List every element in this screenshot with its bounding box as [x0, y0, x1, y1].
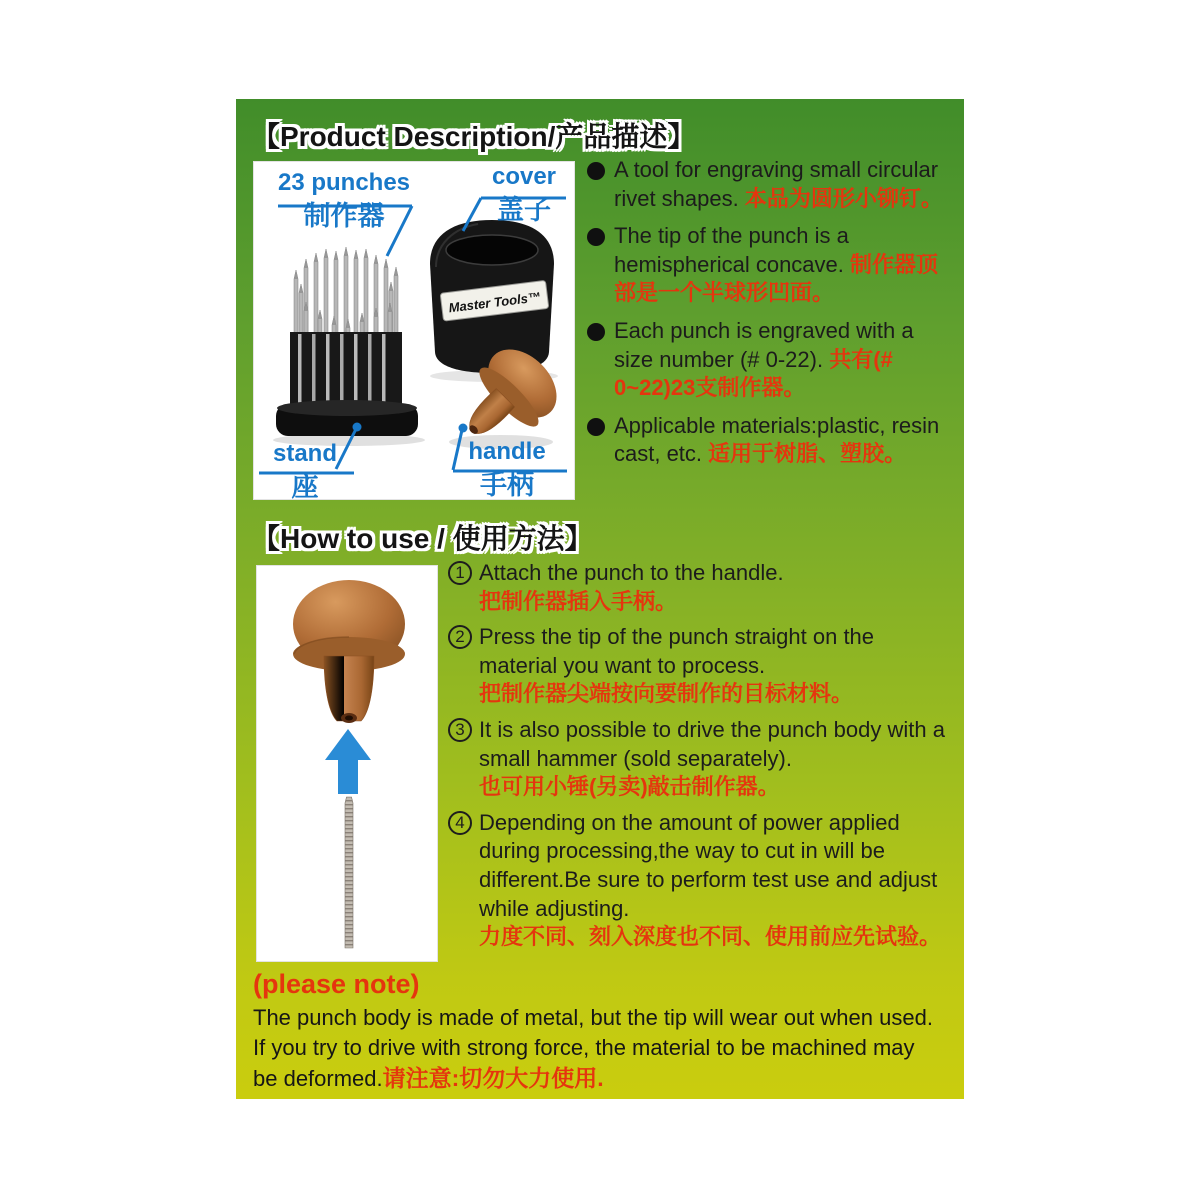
master-tools-logo: Master Tools™ [447, 289, 542, 316]
step-zh: 把制作器插入手柄。 [479, 588, 678, 614]
step-en: Depending on the amount of power applied during processing,the way to cut in will be different.Be sure to perform test use and adjust while adjusting. [479, 809, 938, 921]
step-number: 4 [448, 811, 472, 835]
label-punches-en: 23 punches [277, 169, 411, 196]
please-note-label: (please note) [253, 969, 420, 999]
step-item [448, 623, 954, 709]
footer-line-1: The punch body is made of metal, but the tip will wear out when used. [253, 1005, 933, 1030]
label-punches [262, 170, 426, 231]
bullet-icon [587, 162, 605, 180]
howto-photo-illustration [257, 566, 439, 963]
step-text [479, 623, 949, 709]
bullet-zh: 共有(# 0~22)23支制作器。 [614, 346, 893, 401]
product-figure [253, 161, 575, 500]
step-zh: 也可用小锤(另卖)敲击制作器。 [479, 774, 780, 800]
footer-line-3-black: be deformed. [253, 1065, 383, 1091]
bullet-en: The tip of the punch is a hemispherical concave. [614, 223, 849, 277]
label-stand [254, 441, 356, 502]
step-number: 3 [448, 718, 472, 742]
bullet-zh: 制作器顶部是一个半球形凹面。 [614, 251, 939, 306]
label-stand-zh: 座 [291, 471, 319, 502]
howto-handle [293, 580, 405, 723]
label-handle-en: handle [468, 438, 546, 465]
step-number: 2 [448, 625, 472, 649]
step-item [448, 716, 954, 802]
footer-line-2: If you try to drive with strong force, the material to be machined may [253, 1034, 915, 1060]
bullet-item [587, 222, 953, 308]
step-en: It is also possible to drive the punch body with a small hammer (sold separately). [479, 716, 945, 771]
howto-figure [256, 565, 438, 962]
up-arrow-icon [325, 729, 371, 794]
bullet-text [614, 222, 953, 308]
footer-line-3-red: 请注意:切勿大力使用. [382, 1064, 604, 1091]
stand-callout-dot [353, 423, 362, 432]
label-handle-zh: 手柄 [480, 469, 534, 500]
bullet-icon [587, 323, 605, 341]
description-bullet-list [587, 156, 953, 478]
bullet-zh: 适用于树脂、塑胶。 [708, 441, 907, 467]
label-punches-zh: 制作器 [303, 200, 385, 231]
bullet-item [587, 412, 953, 469]
howto-step-list [448, 559, 954, 959]
punch-rod [345, 797, 353, 948]
step-en: Attach the punch to the handle. [479, 560, 784, 585]
step-text [479, 559, 949, 616]
label-handle [444, 439, 570, 500]
stand-body [276, 332, 418, 436]
bullet-icon [587, 228, 605, 246]
bullet-item [587, 156, 953, 213]
bullet-icon [587, 418, 605, 436]
bullet-en: Applicable materials:plastic, resin cast, etc. [614, 412, 940, 467]
section1-title: 【Product Description/产品描述】 [252, 121, 696, 152]
step-zh: 把制作器尖端按向要制作的目标材料。 [479, 681, 854, 707]
step-text [479, 809, 949, 952]
footer-note [253, 1003, 965, 1094]
bullet-en: Each punch is engraved with a size number (# 0-22). [614, 317, 914, 372]
label-cover-en: cover [491, 163, 557, 190]
step-item [448, 809, 954, 952]
product-sheet [236, 99, 964, 1099]
label-cover [476, 164, 572, 225]
step-text [479, 716, 949, 802]
bullet-text [614, 156, 953, 213]
bullet-text [614, 317, 953, 403]
handle-callout-dot [459, 424, 468, 433]
step-en: Press the tip of the punch straight on the material you want to process. [479, 624, 875, 678]
label-cover-zh: 盖子 [497, 194, 551, 225]
bullet-item [587, 317, 953, 403]
label-stand-en: stand [272, 440, 337, 467]
bullet-text [614, 412, 953, 469]
section2-title: 【How to use / 使用方法】 [252, 523, 593, 554]
bullet-zh: 本品为圆形小铆钉。 [744, 185, 943, 211]
footer-line-3 [253, 1063, 965, 1094]
bullet-en: A tool for engraving small circular rivet shapes. [614, 157, 939, 211]
step-number: 1 [448, 561, 472, 585]
step-zh: 力度不同、刻入深度也不同、使用前应先试验。 [479, 924, 942, 950]
cover-body [430, 220, 554, 373]
step-item [448, 559, 954, 616]
